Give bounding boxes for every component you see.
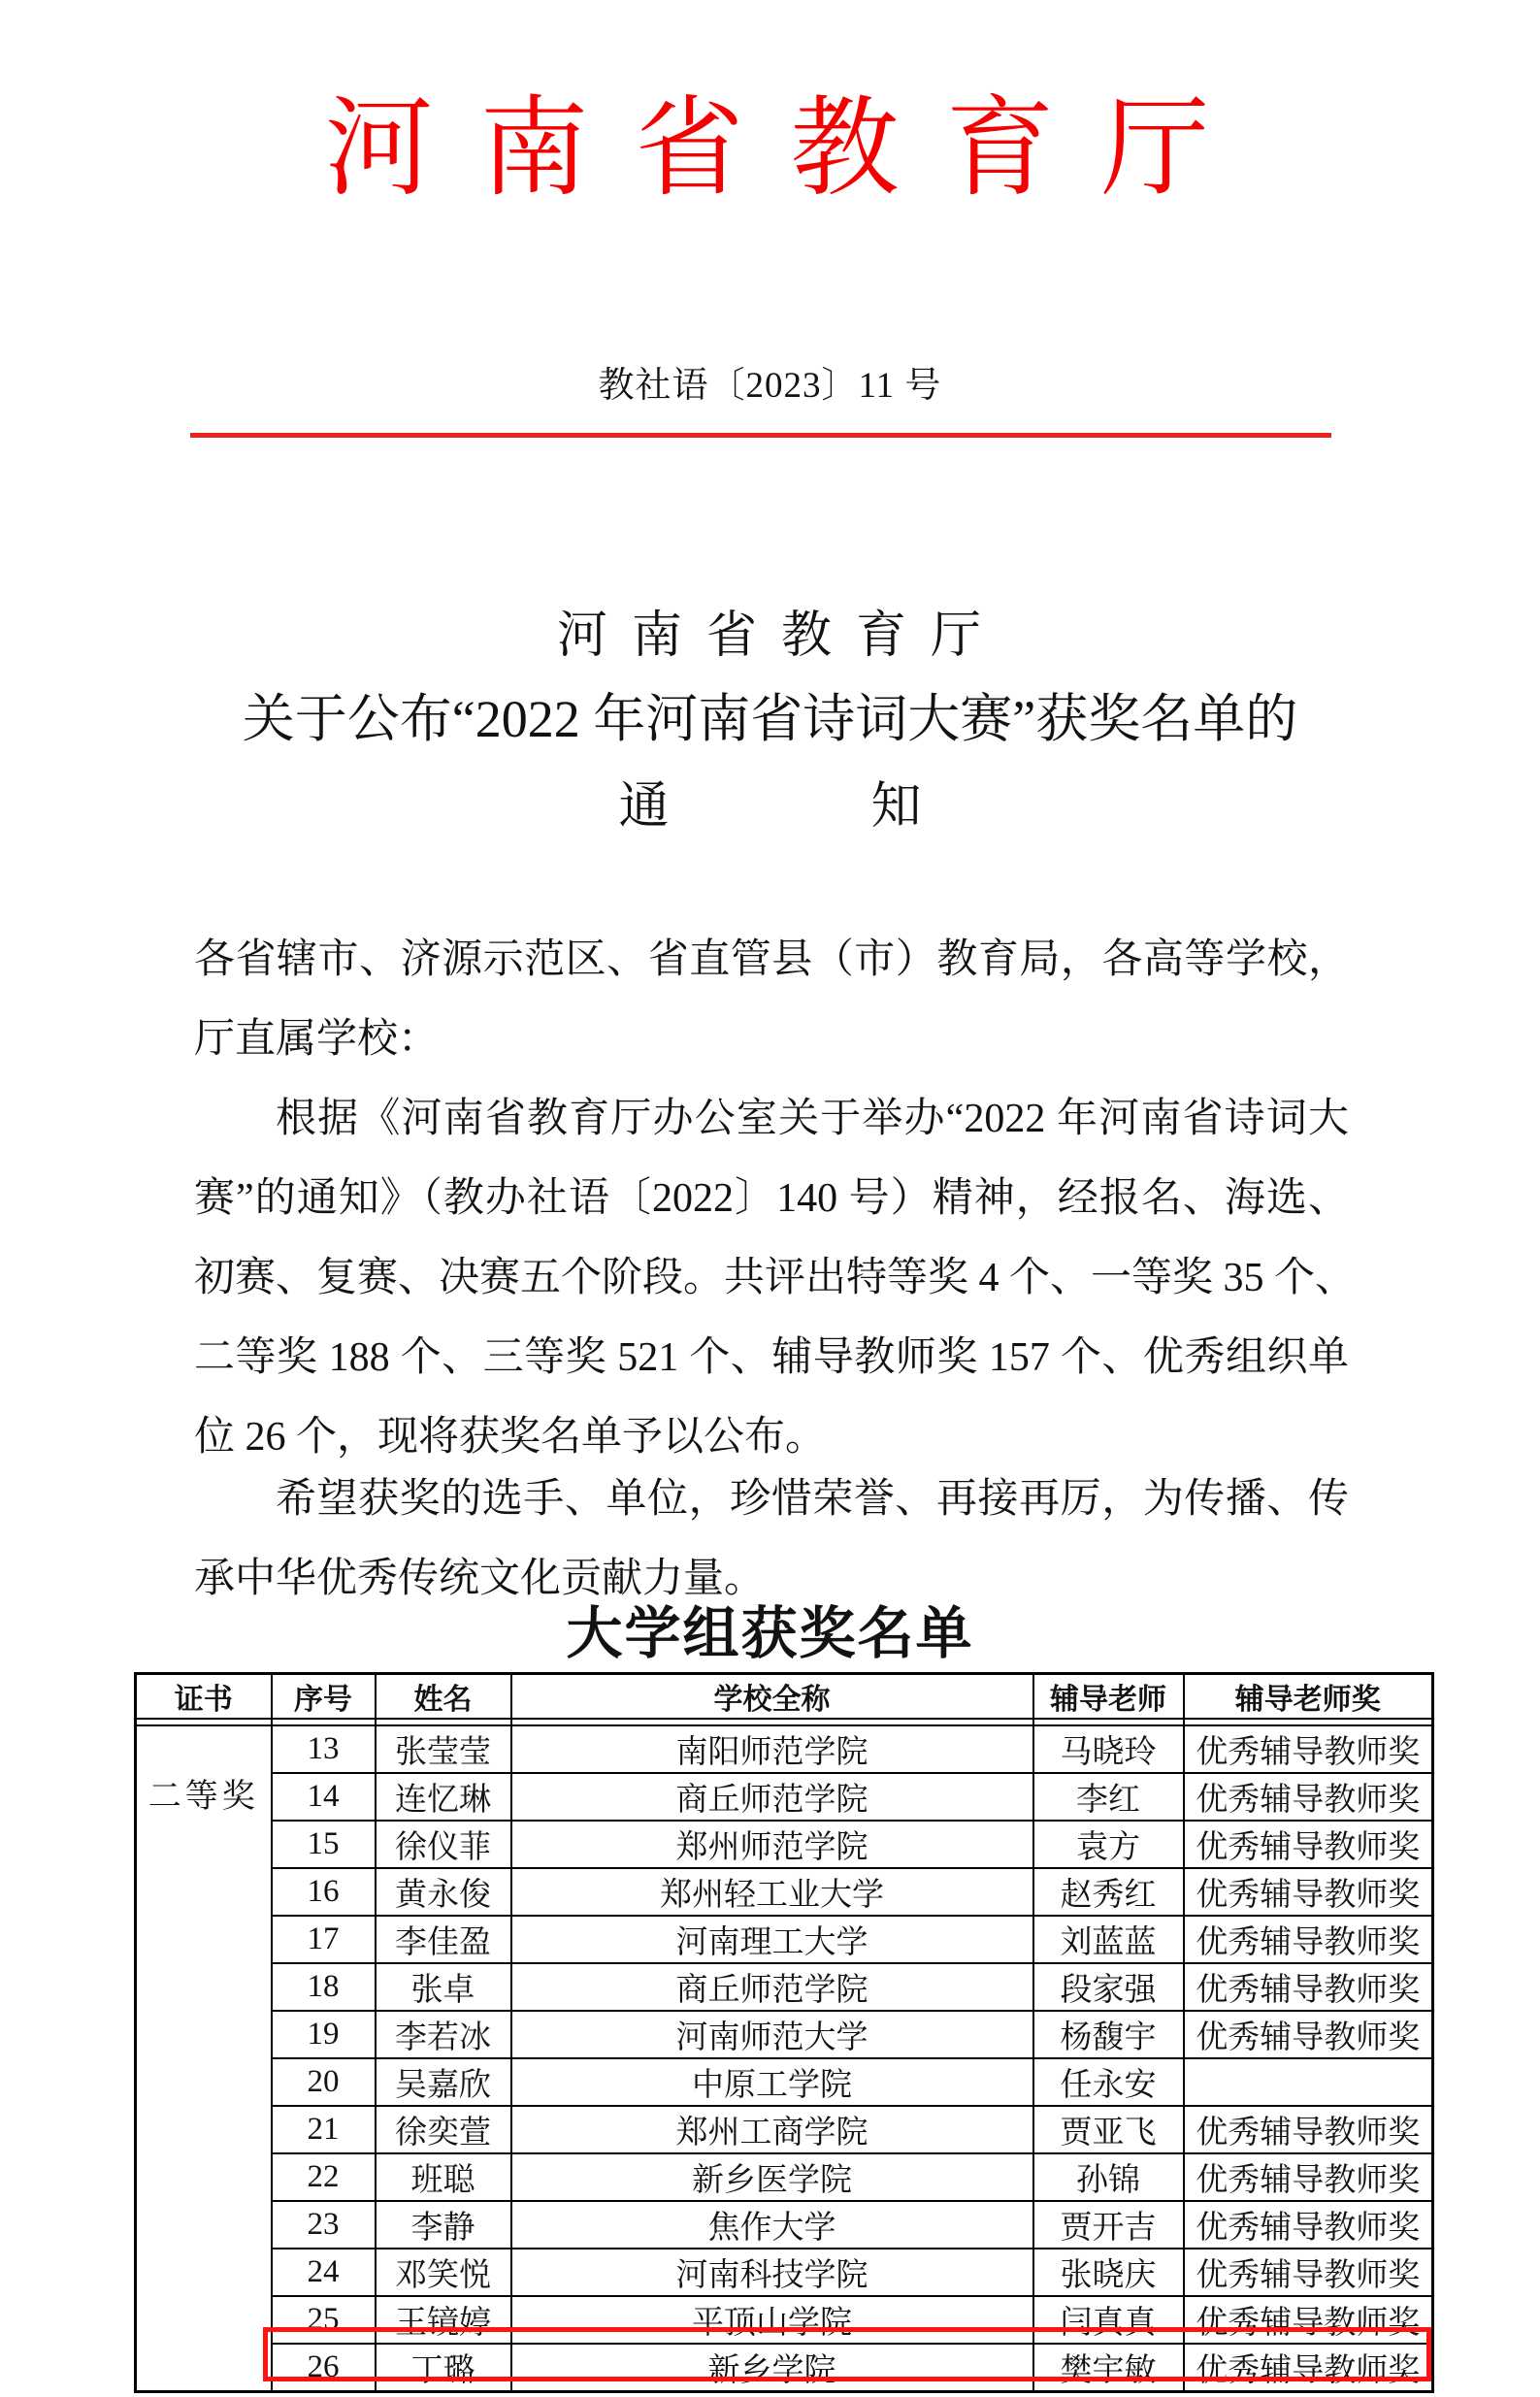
- body-line: 二等奖 188 个、三等奖 521 个、辅导教师奖 157 个、优秀组织单: [194, 1335, 1349, 1380]
- cell-award: 优秀辅导教师奖: [1184, 2011, 1433, 2058]
- body-line: 根据《河南省教育厅办公室关于举办“2022 年河南省诗词大: [276, 1097, 1349, 1141]
- cell-award: 优秀辅导教师奖: [1184, 2153, 1433, 2201]
- cell-teacher: 李红: [1033, 1773, 1184, 1821]
- cell-school: 中原工学院: [511, 2058, 1033, 2106]
- letterhead-rule: [190, 433, 1331, 438]
- header-name: 姓名: [376, 1674, 511, 1720]
- cell-name: 连忆琳: [376, 1773, 511, 1821]
- cell-name: 邓笑悦: [376, 2249, 511, 2296]
- table-row: [136, 1916, 1433, 1963]
- body-line: 承中华优秀传统文化贡献力量。: [194, 1557, 766, 1601]
- cell-award: 优秀辅导教师奖: [1184, 1773, 1433, 1821]
- cell-name: 王镜婷: [376, 2296, 511, 2344]
- cell-teacher: 杨馥宇: [1033, 2011, 1184, 2058]
- cell-award: 优秀辅导教师奖: [1184, 2106, 1433, 2153]
- cell-serial: 13: [272, 1725, 376, 1773]
- table-row: [136, 2106, 1433, 2153]
- cell-award: 优秀辅导教师奖: [1184, 1916, 1433, 1963]
- cell-teacher: 刘蓝蓝: [1033, 1916, 1184, 1963]
- cell-award: [1184, 2058, 1433, 2106]
- cell-serial: 15: [272, 1821, 376, 1868]
- body-line: 各省辖市、济源示范区、省直管县（市）教育局，各高等学校，: [194, 937, 1349, 982]
- cell-name: 张卓: [376, 1963, 511, 2011]
- cell-teacher: 袁方: [1033, 1821, 1184, 1868]
- cell-teacher: 贾亚飞: [1033, 2106, 1184, 2153]
- cell-school: 河南理工大学: [511, 1916, 1033, 1963]
- body-line: 希望获奖的选手、单位，珍惜荣誉、再接再厉，为传播、传: [276, 1477, 1349, 1522]
- cell-award: 优秀辅导教师奖: [1184, 2249, 1433, 2296]
- cell-school: 郑州工商学院: [511, 2106, 1033, 2153]
- award-table: [134, 1672, 1434, 2393]
- table-row: [136, 2296, 1433, 2344]
- notice-title-word: 通 知: [618, 779, 922, 835]
- cell-serial: 23: [272, 2201, 376, 2249]
- cell-certificate-group: 二等奖: [136, 1725, 272, 2392]
- table-row: [136, 2201, 1433, 2249]
- notice-body: [194, 920, 1357, 1619]
- cell-award: 优秀辅导教师奖: [1184, 2344, 1433, 2392]
- cell-serial: 18: [272, 1963, 376, 2011]
- cell-school: 郑州师范学院: [511, 1821, 1033, 1868]
- cell-name: 徐仪菲: [376, 1821, 511, 1868]
- cell-school: 新乡医学院: [511, 2153, 1033, 2201]
- cell-teacher: 赵秀红: [1033, 1868, 1184, 1916]
- body-line: 厅直属学校：: [194, 1017, 440, 1062]
- notice-title-subject: 关于公布“2022 年河南省诗词大赛”获奖名单的: [242, 690, 1298, 748]
- cell-award: 优秀辅导教师奖: [1184, 1868, 1433, 1916]
- cell-school: 焦作大学: [511, 2201, 1033, 2249]
- body-line: 赛”的通知》（教办社语〔2022〕140 号）精神，经报名、海选、: [194, 1176, 1349, 1221]
- header-school: 学校全称: [511, 1674, 1033, 1720]
- cell-school: 河南科技学院: [511, 2249, 1033, 2296]
- cell-serial: 25: [272, 2296, 376, 2344]
- cell-serial: 24: [272, 2249, 376, 2296]
- table-row: [136, 1725, 1433, 1773]
- notice-title-org: 河 南 省 教 育 厅: [556, 608, 983, 664]
- cell-award: 优秀辅导教师奖: [1184, 1725, 1433, 1773]
- body-line: 位 26 个，现将获奖名单予以公布。: [194, 1415, 827, 1460]
- table-row: [136, 2058, 1433, 2106]
- table-row: [136, 1868, 1433, 1916]
- cell-teacher: 闫真真: [1033, 2296, 1184, 2344]
- table-row: [136, 1773, 1433, 1821]
- table-row: [136, 1963, 1433, 2011]
- cell-name: 丁璐: [376, 2344, 511, 2392]
- table-header-row: [136, 1674, 1433, 1720]
- cell-award: 优秀辅导教师奖: [1184, 1821, 1433, 1868]
- cell-serial: 16: [272, 1868, 376, 1916]
- cell-serial: 20: [272, 2058, 376, 2106]
- cell-school: 平顶山学院: [511, 2296, 1033, 2344]
- cell-name: 李佳盈: [376, 1916, 511, 1963]
- cell-name: 张莹莹: [376, 1725, 511, 1773]
- cell-name: 李静: [376, 2201, 511, 2249]
- cell-school: 商丘师范学院: [511, 1773, 1033, 1821]
- cell-name: 李若冰: [376, 2011, 511, 2058]
- header-teacher: 辅导老师: [1033, 1674, 1184, 1720]
- table-row: [136, 2153, 1433, 2201]
- cell-award: 优秀辅导教师奖: [1184, 2201, 1433, 2249]
- cell-school: 河南师范大学: [511, 2011, 1033, 2058]
- cell-teacher: 贾开吉: [1033, 2201, 1184, 2249]
- award-list-heading: 大学组获奖名单: [566, 1602, 974, 1665]
- cell-teacher: 段家强: [1033, 1963, 1184, 2011]
- cell-serial: 17: [272, 1916, 376, 1963]
- cell-award: 优秀辅导教师奖: [1184, 2296, 1433, 2344]
- cell-school: 南阳师范学院: [511, 1725, 1033, 1773]
- table-row-highlighted: [136, 2344, 1433, 2392]
- cell-name: 吴嘉欣: [376, 2058, 511, 2106]
- cell-serial: 26: [272, 2344, 376, 2392]
- header-certificate: 证书: [136, 1674, 272, 1720]
- cell-school: 郑州轻工业大学: [511, 1868, 1033, 1916]
- document-number: 教社语〔2023〕11 号: [598, 366, 942, 406]
- cell-teacher: 孙锦: [1033, 2153, 1184, 2201]
- cell-teacher: 马晓玲: [1033, 1725, 1184, 1773]
- header-serial: 序号: [272, 1674, 376, 1720]
- cell-school: 新乡学院: [511, 2344, 1033, 2392]
- cell-teacher: 樊宇敏: [1033, 2344, 1184, 2392]
- cell-award: 优秀辅导教师奖: [1184, 1963, 1433, 2011]
- cell-school: 商丘师范学院: [511, 1963, 1033, 2011]
- header-teacher-award: 辅导老师奖: [1184, 1674, 1433, 1720]
- body-line: 初赛、复赛、决赛五个阶段。共评出特等奖 4 个、一等奖 35 个、: [194, 1256, 1357, 1300]
- letterhead-title: 河 南 省 教 育 厅: [324, 89, 1216, 210]
- cell-teacher: 张晓庆: [1033, 2249, 1184, 2296]
- cell-name: 黄永俊: [376, 1868, 511, 1916]
- cell-name: 徐奕萱: [376, 2106, 511, 2153]
- table-row: [136, 1821, 1433, 1868]
- cell-name: 班聪: [376, 2153, 511, 2201]
- cell-serial: 22: [272, 2153, 376, 2201]
- table-row: [136, 2011, 1433, 2058]
- table-row: [136, 2249, 1433, 2296]
- header-divider-row: [136, 1719, 1433, 1725]
- cell-serial: 19: [272, 2011, 376, 2058]
- cell-serial: 21: [272, 2106, 376, 2153]
- cell-teacher: 任永安: [1033, 2058, 1184, 2106]
- cell-serial: 14: [272, 1773, 376, 1821]
